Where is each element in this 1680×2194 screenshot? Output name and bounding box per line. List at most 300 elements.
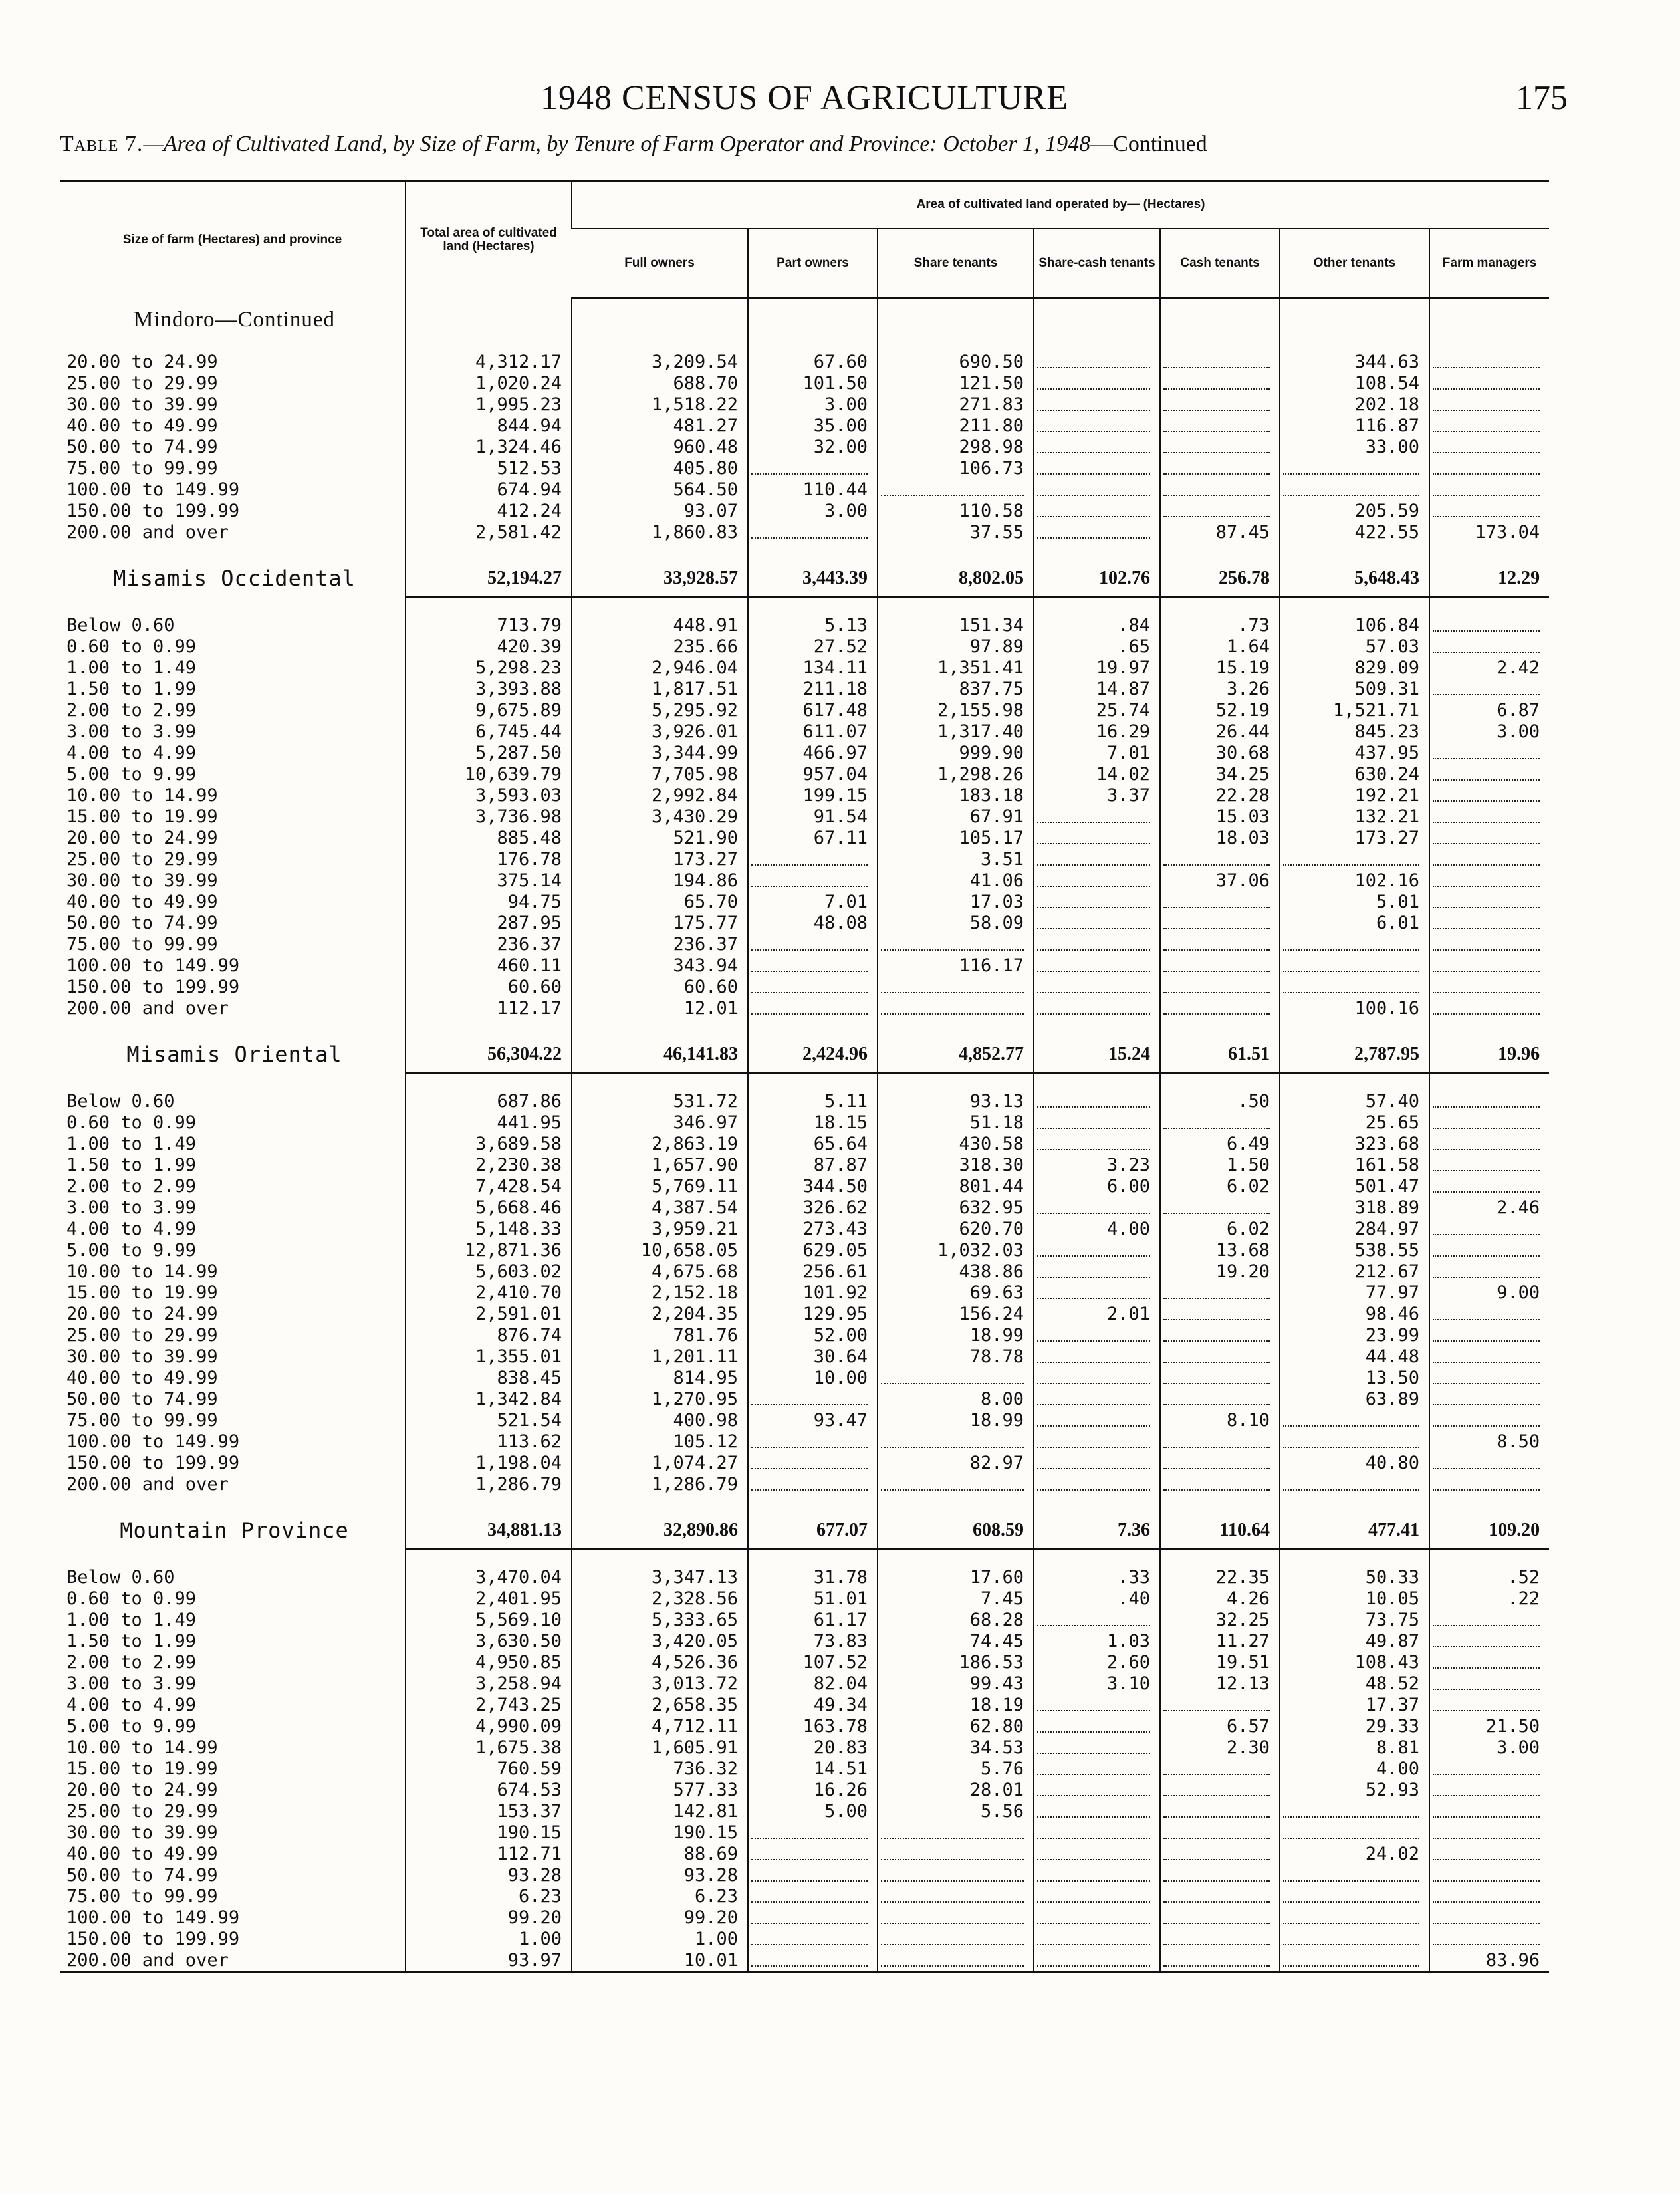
empty-cell [1429,1474,1549,1495]
size-class-label: 30.00 to 39.99 [66,1822,218,1843]
table-row [60,1431,1549,1453]
table-row [60,1474,1549,1495]
size-class-label: 1.00 to 1.49 [66,1133,197,1154]
data-cell: 9,675.89 [406,700,572,721]
data-cell: 116.17 [878,955,1034,977]
empty-cell [1429,913,1549,934]
data-cell: 10.05 [1280,1588,1429,1610]
empty-cell [1160,998,1280,1019]
data-cell: 18.15 [748,1112,878,1134]
size-class-label: 40.00 to 49.99 [66,1843,218,1864]
data-cell: 2,743.25 [406,1695,572,1716]
data-cell: 5,148.33 [406,1219,572,1240]
size-class-label: 25.00 to 29.99 [66,372,218,394]
empty-cell [1429,1346,1549,1368]
dot-leader [1283,1955,1419,1967]
data-cell: 107.52 [748,1652,878,1673]
data-cell: 3,736.98 [406,806,572,828]
data-cell: 93.97 [406,1950,572,1972]
table-row [60,1567,1549,1588]
data-cell: 6.02 [1160,1219,1280,1240]
empty-cell [748,1886,878,1907]
table-row [60,892,1549,913]
data-cell: 845.23 [1280,721,1429,743]
data-cell: 153.37 [406,1801,572,1822]
size-class-label: 5.00 to 9.99 [66,1239,197,1261]
dot-leader [1433,811,1540,823]
table-row [60,977,1549,998]
empty-cell [878,1822,1034,1844]
data-cell: 3.00 [1429,1737,1549,1759]
empty-cell [748,1453,878,1474]
dot-leader [1163,1287,1270,1299]
size-class-label: 15.00 to 19.99 [66,1282,218,1303]
dot-leader [1433,420,1540,432]
table-row [60,1886,1549,1907]
data-cell: 10,658.05 [572,1240,748,1261]
data-cell: 6.87 [1429,700,1549,721]
section-heading-row [60,299,1549,334]
empty-cell [1160,373,1280,394]
col-cash-tenants-header: Cash tenants [1160,229,1280,299]
size-class-label: 20.00 to 24.99 [66,1303,218,1324]
data-cell: .50 [1160,1091,1280,1112]
data-cell: 674.94 [406,479,572,501]
table-row [60,416,1549,437]
empty-cell [1034,828,1160,849]
dot-leader [1283,854,1419,866]
dot-leader [751,463,868,475]
empty-cell [748,1389,878,1410]
data-cell: 4,387.54 [572,1197,748,1219]
data-cell: 405.80 [572,458,748,479]
data-cell: 94.75 [406,892,572,913]
empty-cell [1034,1950,1160,1972]
empty-cell [1160,394,1280,416]
size-class-label: 20.00 to 24.99 [66,351,218,372]
data-cell: 5,333.65 [572,1610,748,1631]
dot-leader [1433,1308,1540,1320]
data-cell: 1,324.46 [406,437,572,458]
data-cell: 236.37 [572,934,748,955]
data-cell: 256.61 [748,1261,878,1282]
col-share-cash-tenants-header: Share-cash tenants [1034,229,1160,299]
data-cell: 6.02 [1160,1176,1280,1197]
size-class-label: 3.00 to 3.99 [66,1673,197,1694]
data-cell: 51.01 [748,1588,878,1610]
table-row [60,1673,1549,1695]
data-cell: 14.51 [748,1759,878,1780]
empty-cell [1429,373,1549,394]
data-cell: 287.95 [406,913,572,934]
size-class-label: 1.50 to 1.99 [66,678,197,699]
empty-cell [748,1907,878,1929]
dot-leader [1163,1784,1270,1796]
size-class-label: 1.00 to 1.49 [66,1609,197,1630]
dot-leader [1037,896,1150,908]
dot-leader [1433,1657,1540,1669]
total-cell: 2,424.96 [748,1036,878,1073]
dot-leader [751,1955,868,1967]
size-class-label: 200.00 and over [66,997,229,1019]
data-cell: 5.11 [748,1091,878,1112]
data-cell: 101.92 [748,1282,878,1304]
data-cell: .33 [1034,1567,1160,1588]
table-row [60,934,1549,955]
data-cell: 1,286.79 [406,1474,572,1495]
table-row [60,1282,1549,1304]
table-row [60,998,1549,1019]
data-cell: 112.17 [406,998,572,1019]
dot-leader [1283,1415,1419,1427]
data-cell: 29.33 [1280,1716,1429,1737]
data-cell: 161.58 [1280,1155,1429,1176]
empty-cell [1160,437,1280,458]
dot-leader [881,981,1024,993]
dot-leader [1433,1330,1540,1342]
dot-leader [1163,1870,1270,1882]
data-cell: 5,769.11 [572,1176,748,1197]
data-cell: .84 [1034,615,1160,636]
size-class-label: 3.00 to 3.99 [66,721,197,742]
empty-cell [1034,1780,1160,1801]
empty-cell [1429,892,1549,913]
table-row [60,394,1549,416]
dot-leader [1433,1138,1540,1150]
data-cell: 326.62 [748,1197,878,1219]
data-cell: 501.47 [1280,1176,1429,1197]
empty-cell [1429,1240,1549,1261]
data-cell: 521.54 [406,1410,572,1431]
data-cell: 271.83 [878,394,1034,416]
data-cell: 91.54 [748,806,878,828]
size-class-label: 150.00 to 199.99 [66,976,240,997]
dot-leader [1433,854,1540,866]
dot-leader [1433,1614,1540,1626]
table-continued: —Continued [1090,132,1207,156]
empty-cell [1160,849,1280,870]
data-cell: 885.48 [406,828,572,849]
section-heading: Mindoro—Continued [134,307,335,332]
data-cell: 3,209.54 [572,352,748,373]
dot-leader [1037,939,1150,951]
data-cell: 5,298.23 [406,658,572,679]
dot-leader [1433,1870,1540,1882]
data-cell: 617.48 [748,700,878,721]
size-class-label: 200.00 and over [66,521,229,543]
dot-leader [1433,1912,1540,1924]
table-row [60,1929,1549,1950]
data-cell: 199.15 [748,785,878,806]
empty-cell [1160,1844,1280,1865]
dot-leader [1037,1699,1150,1711]
dot-leader [1037,981,1150,993]
data-cell: 632.95 [878,1197,1034,1219]
empty-cell [1160,1886,1280,1907]
data-cell: 129.95 [748,1304,878,1325]
size-class-label: 4.00 to 4.99 [66,1694,197,1715]
data-cell: 2,863.19 [572,1134,748,1155]
data-cell: 5,603.02 [406,1261,572,1282]
data-cell: 3,347.13 [572,1567,748,1588]
data-cell: 50.33 [1280,1567,1429,1588]
table-row [60,1716,1549,1737]
data-cell: 430.58 [878,1134,1034,1155]
dot-leader [1163,484,1270,496]
data-cell: 57.03 [1280,636,1429,658]
table-row [60,1197,1549,1219]
dot-leader [1283,1436,1419,1448]
province-total-row [60,1036,1549,1073]
empty-cell [1429,352,1549,373]
data-cell: 6.23 [572,1886,748,1907]
data-cell: 2,152.18 [572,1282,748,1304]
total-cell: 677.07 [748,1513,878,1549]
empty-cell [1429,1695,1549,1716]
dot-leader [1037,1138,1150,1150]
empty-cell [1034,934,1160,955]
table-row [60,785,1549,806]
dot-leader [1037,1266,1150,1278]
dot-leader [1433,1372,1540,1384]
size-class-label: 75.00 to 99.99 [66,1886,218,1907]
dot-leader [751,1479,868,1491]
table-row [60,1610,1549,1631]
data-cell: 346.97 [572,1112,748,1134]
data-cell: 420.39 [406,636,572,658]
empty-cell [1160,913,1280,934]
dot-leader [1037,811,1150,823]
empty-cell [1160,352,1280,373]
empty-cell [1280,1474,1429,1495]
data-cell: 2,658.35 [572,1695,748,1716]
dot-leader [881,939,1024,951]
table-row [60,1801,1549,1822]
empty-cell [1429,1631,1549,1652]
data-cell: 17.60 [878,1567,1034,1588]
empty-cell [1034,870,1160,892]
empty-cell [1280,955,1429,977]
data-cell: 3.00 [1429,721,1549,743]
dot-leader [881,1848,1024,1860]
dot-leader [1163,1457,1270,1469]
empty-cell [748,1822,878,1844]
dot-leader [881,1827,1024,1839]
data-cell: 211.80 [878,416,1034,437]
page-number: 175 [1516,79,1568,117]
data-cell: 3.51 [878,849,1034,870]
empty-cell [1034,1716,1160,1737]
table-title: —Area of Cultivated Land, by Size of Farm, by Tenure of Farm Operator and Province: October 1, 1948 [143,132,1091,156]
table-row [60,615,1549,636]
col-share-tenants-header: Share tenants [878,229,1034,299]
empty-cell [1160,1822,1280,1844]
total-cell: 52,194.27 [406,560,572,597]
data-cell: 99.20 [572,1907,748,1929]
size-class-label: 100.00 to 149.99 [66,955,240,976]
data-cell: 318.30 [878,1155,1034,1176]
empty-cell [1034,458,1160,479]
dot-leader [1163,960,1270,972]
data-cell: 3,013.72 [572,1673,748,1695]
data-cell: 34.53 [878,1737,1034,1759]
dot-leader [1433,875,1540,887]
census-page [60,40,1568,1973]
size-class-label: 3.00 to 3.99 [66,1197,197,1218]
data-cell: 190.15 [406,1822,572,1844]
empty-cell [1034,1929,1160,1950]
data-cell: 687.86 [406,1091,572,1112]
empty-cell [1034,373,1160,394]
empty-cell [1429,1844,1549,1865]
empty-cell [1160,1346,1280,1368]
data-cell: 3.00 [748,501,878,522]
dot-leader [751,960,868,972]
data-cell: 3,959.21 [572,1219,748,1240]
dot-leader [751,1003,868,1015]
dot-leader [1163,1394,1270,1405]
dot-leader [1037,420,1150,432]
empty-cell [1429,437,1549,458]
data-cell: 521.90 [572,828,748,849]
data-cell: 1,201.11 [572,1346,748,1368]
dot-leader [1163,1202,1270,1214]
dot-leader [1037,441,1150,453]
dot-leader [1037,832,1150,844]
data-cell: 1.00 [406,1929,572,1950]
data-cell: 2,591.01 [406,1304,572,1325]
data-cell: 93.28 [572,1865,748,1886]
size-class-label: 2.00 to 2.99 [66,1175,197,1197]
empty-cell [1034,1822,1160,1844]
table-row [60,1907,1549,1929]
dot-leader [881,1372,1024,1384]
empty-cell [878,1865,1034,1886]
dot-leader [1163,1827,1270,1839]
empty-cell [1034,437,1160,458]
empty-cell [1429,1410,1549,1431]
empty-cell [1160,892,1280,913]
dot-leader [1163,1806,1270,1818]
empty-cell [1034,1197,1160,1219]
size-class-label: 40.00 to 49.99 [66,1367,218,1388]
data-cell: 509.31 [1280,679,1429,700]
empty-cell [1034,806,1160,828]
dot-leader [1037,1784,1150,1796]
empty-cell [748,1474,878,1495]
total-cell: 34,881.13 [406,1513,572,1549]
data-cell: 2,230.38 [406,1155,572,1176]
data-cell: 83.96 [1429,1950,1549,1972]
empty-cell [1429,679,1549,700]
empty-cell [1429,416,1549,437]
dot-leader [1433,1848,1540,1860]
data-cell: 3,593.03 [406,785,572,806]
data-cell: 37.55 [878,522,1034,543]
data-cell: 13.50 [1280,1368,1429,1389]
data-cell: 466.97 [748,743,878,764]
empty-cell [1160,501,1280,522]
data-cell: 3,689.58 [406,1134,572,1155]
empty-cell [1160,1325,1280,1346]
data-cell: 1,032.03 [878,1240,1034,1261]
data-cell: 57.40 [1280,1091,1429,1112]
data-cell: 108.43 [1280,1652,1429,1673]
empty-cell [1034,1091,1160,1112]
size-class-label: 4.00 to 4.99 [66,742,197,763]
empty-cell [1034,1844,1160,1865]
data-cell: 98.46 [1280,1304,1429,1325]
dot-leader [1037,1827,1150,1839]
data-cell: 175.77 [572,913,748,934]
dot-leader [1037,1096,1150,1108]
dot-leader [1433,1117,1540,1129]
data-cell: 2.42 [1429,658,1549,679]
data-cell: 6.49 [1160,1134,1280,1155]
data-cell: 105.17 [878,828,1034,849]
data-cell: 163.78 [748,1716,878,1737]
dot-leader [881,1891,1024,1903]
data-cell: 837.75 [878,679,1034,700]
data-cell: 1,355.01 [406,1346,572,1368]
data-cell: 67.91 [878,806,1034,828]
empty-cell [1034,977,1160,998]
data-cell: 577.33 [572,1780,748,1801]
data-cell: 1.00 [572,1929,748,1950]
data-cell: 67.11 [748,828,878,849]
data-cell: 190.15 [572,1822,748,1844]
size-class-label: Below 0.60 [66,1566,175,1588]
data-cell: 74.45 [878,1631,1034,1652]
empty-cell [748,1431,878,1453]
dot-leader [1037,1351,1150,1363]
empty-cell [1429,785,1549,806]
dot-leader [1433,1479,1540,1491]
size-class-label: 5.00 to 9.99 [66,763,197,785]
data-cell: 2.60 [1034,1652,1160,1673]
empty-cell [1429,479,1549,501]
data-cell: 829.09 [1280,658,1429,679]
empty-cell [1160,1929,1280,1950]
dot-leader [1433,1827,1540,1839]
data-cell: 25.65 [1280,1112,1429,1134]
empty-cell [1034,1368,1160,1389]
table-row [60,1155,1549,1176]
dot-leader [1037,1287,1150,1299]
empty-cell [1034,1261,1160,1282]
size-class-label: 150.00 to 199.99 [66,1452,240,1473]
data-cell: 121.50 [878,373,1034,394]
table-row [60,1453,1549,1474]
dot-leader [1433,1245,1540,1257]
size-class-label: 50.00 to 74.99 [66,436,218,457]
empty-cell [1160,479,1280,501]
dot-leader [1163,1763,1270,1775]
empty-cell [748,1865,878,1886]
data-cell: 41.06 [878,870,1034,892]
dot-leader [1163,1117,1270,1129]
size-class-label: 25.00 to 29.99 [66,848,218,870]
col-size-header: Size of farm (Hectares) and province [122,232,342,247]
dot-leader [1433,1181,1540,1193]
empty-cell [1429,955,1549,977]
empty-cell [748,977,878,998]
dot-leader [1433,620,1540,632]
empty-cell [1429,977,1549,998]
empty-cell [748,849,878,870]
data-cell: 186.53 [878,1652,1034,1673]
dot-leader [1037,1955,1150,1967]
